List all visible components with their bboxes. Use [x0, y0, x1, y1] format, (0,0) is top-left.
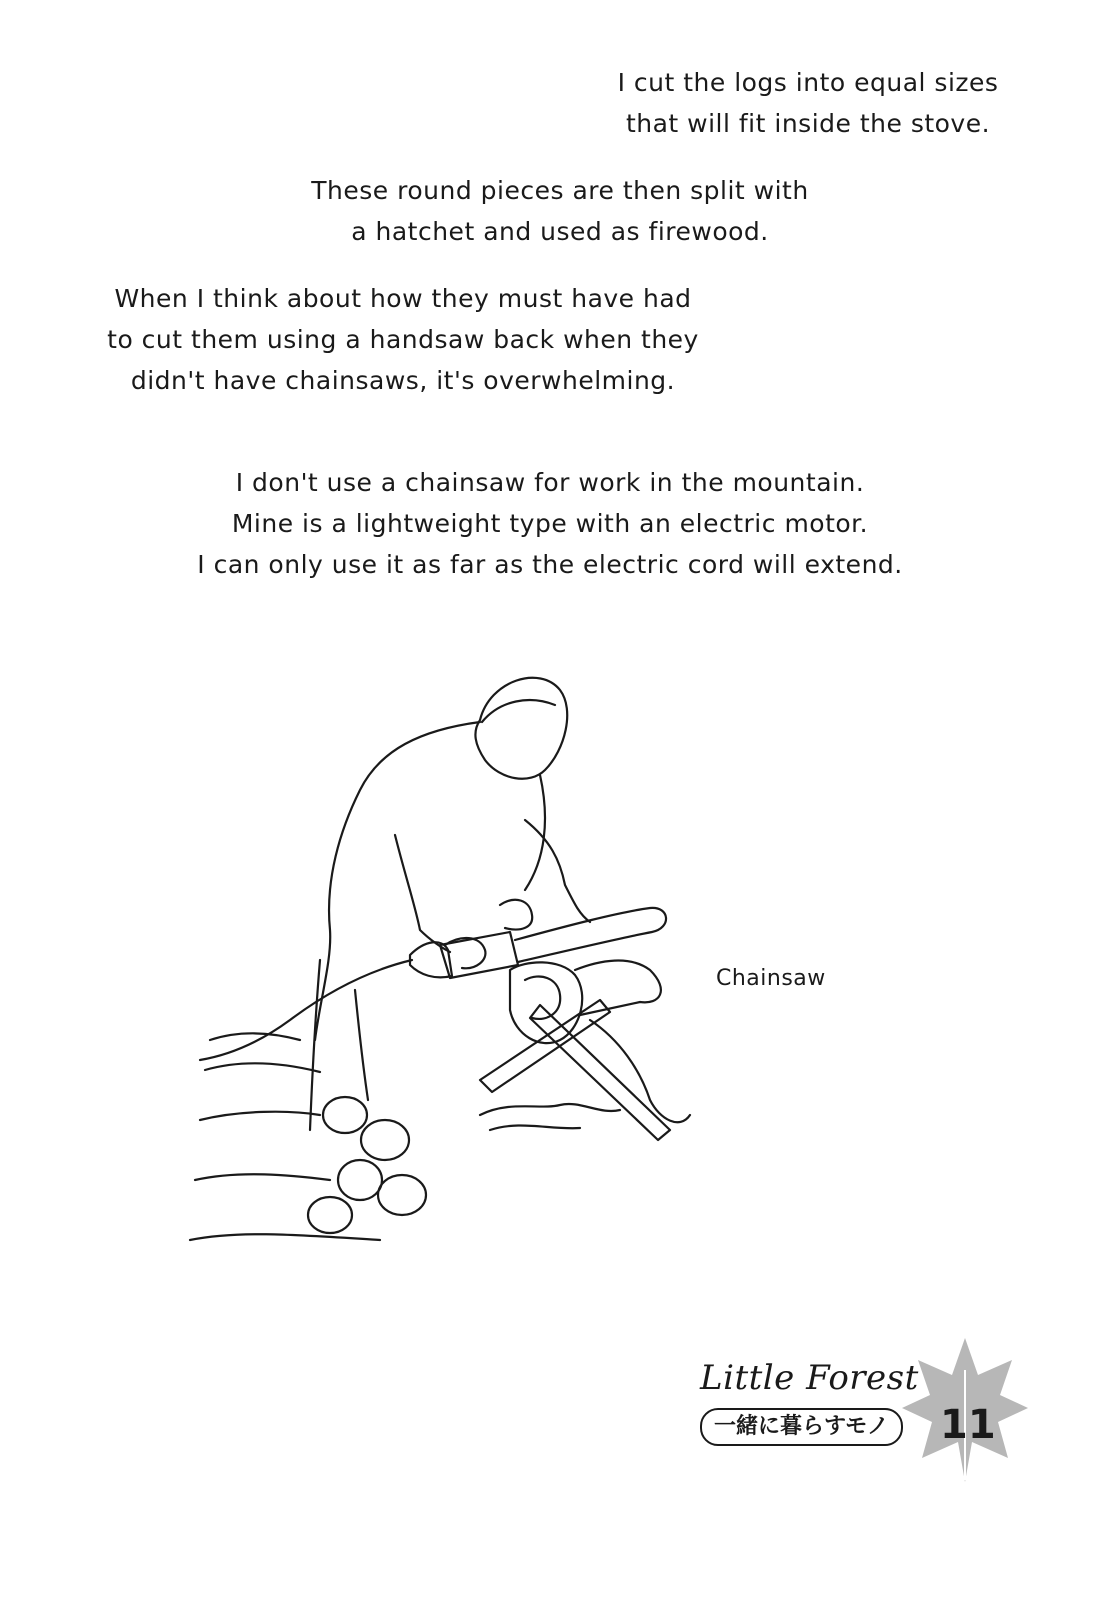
- chainsaw-drawing: [180, 660, 800, 1260]
- text-line: I don't use a chainsaw for work in the mountain.: [235, 468, 865, 497]
- text-line: didn't have chainsaws, it's overwhelming.: [130, 366, 676, 395]
- firewood-log: [378, 1175, 426, 1215]
- text-block-logs: [598, 62, 1018, 144]
- log-ring: [525, 976, 560, 1018]
- person-leg: [355, 990, 368, 1100]
- series-logo: [700, 1330, 1020, 1480]
- text-line: These round pieces are then split with: [311, 176, 809, 205]
- firewood-pile: [205, 1033, 320, 1072]
- chainsaw-handle: [410, 942, 452, 977]
- ground-scribble: [480, 1104, 620, 1130]
- person-chest: [525, 775, 545, 890]
- firewood-log: [338, 1160, 382, 1200]
- text-line: I cut the logs into equal sizes: [617, 68, 999, 97]
- person-arm-near: [395, 835, 450, 952]
- text-line: to cut them using a handsaw back when they: [107, 325, 699, 354]
- person-head: [475, 678, 567, 779]
- text-block-handsaw: [98, 278, 708, 401]
- firewood-log: [361, 1120, 409, 1160]
- text-line: that will fit inside the stove.: [625, 109, 991, 138]
- page-number: 11: [940, 1402, 996, 1448]
- firewood-log: [323, 1097, 367, 1133]
- chainsaw-cord: [200, 960, 412, 1060]
- text-line: a hatchet and used as firewood.: [351, 217, 769, 246]
- logo-subtitle: 一緒に暮らすモノ: [700, 1408, 903, 1446]
- logo-title: Little Forest: [700, 1358, 919, 1398]
- person-hair: [482, 700, 555, 722]
- text-block-electric-chainsaw: [170, 462, 930, 585]
- person-leg: [310, 960, 320, 1130]
- person-back: [315, 722, 480, 1040]
- text-line: Mine is a lightweight type with an electric motor.: [231, 509, 869, 538]
- chainsaw-label: Chainsaw: [716, 966, 826, 991]
- person-hand-far: [500, 900, 532, 930]
- sawhorse-leg: [530, 1005, 670, 1140]
- sawhorse-leg: [590, 1020, 690, 1122]
- text-line: I can only use it as far as the electric cord will extend.: [197, 550, 903, 579]
- log: [510, 962, 582, 1043]
- firewood-log: [308, 1197, 352, 1233]
- chainsaw-bar: [515, 908, 666, 962]
- text-block-firewood: [300, 170, 820, 252]
- text-line: When I think about how they must have had: [114, 284, 692, 313]
